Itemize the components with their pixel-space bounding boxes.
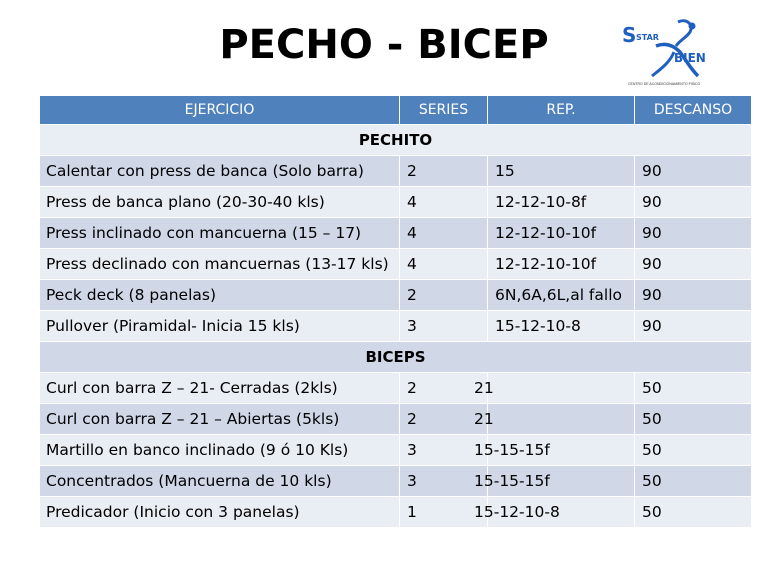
section-row-pechito <box>40 125 752 156</box>
exercise-cell: Calentar con press de banca (Solo barra) <box>40 156 400 187</box>
logo-text-s: S <box>622 23 637 47</box>
exercise-cell: Pullover (Piramidal- Inicia 15 kls) <box>40 311 400 342</box>
exercise-cell: Press inclinado con mancuerna (15 – 17) <box>40 218 400 249</box>
table-row <box>40 156 752 187</box>
exercise-cell: Press declinado con mancuernas (13-17 kls) <box>40 249 400 280</box>
series-cell: 2 <box>400 156 488 187</box>
series-cell: 2 <box>400 280 488 311</box>
exercise-cell: Press de banca plano (20-30-40 kls) <box>40 187 400 218</box>
series-cell: 3 <box>400 435 488 466</box>
logo-figure-icon <box>616 16 718 82</box>
table-row <box>40 404 752 435</box>
reps-cell: 15-12-10-8 <box>488 311 635 342</box>
series-cell: 4 <box>400 187 488 218</box>
page-title: PECHO - BICEP <box>219 22 549 68</box>
header-series: SERIES <box>400 96 488 125</box>
section-row-biceps <box>40 342 752 373</box>
table-row <box>40 218 752 249</box>
table-row <box>40 311 752 342</box>
rest-cell: 90 <box>635 156 752 187</box>
table-row <box>40 280 752 311</box>
rest-cell: 50 <box>635 435 752 466</box>
rest-cell: 90 <box>635 280 752 311</box>
rest-cell: 90 <box>635 311 752 342</box>
reps-cell: 15-15-15f <box>488 435 635 466</box>
table-row <box>40 466 752 497</box>
exercise-cell: Predicador (Inicio con 3 panelas) <box>40 497 400 528</box>
series-cell: 3 <box>400 311 488 342</box>
rest-cell: 50 <box>635 373 752 404</box>
reps-cell: 21 <box>488 373 635 404</box>
reps-cell: 21 <box>488 404 635 435</box>
rest-cell: 90 <box>635 187 752 218</box>
logo-tagline: CENTRO DE ACONDICIONAMIENTO FISICO <box>628 82 701 86</box>
logo-text-star: STAR <box>636 33 659 42</box>
section-title: PECHITO <box>40 125 752 156</box>
series-cell: 4 <box>400 249 488 280</box>
reps-cell: 12-12-10-10f <box>488 249 635 280</box>
reps-cell: 12-12-10-8f <box>488 187 635 218</box>
table-row <box>40 187 752 218</box>
series-cell: 2 <box>400 404 488 435</box>
exercise-cell: Martillo en banco inclinado (9 ó 10 Kls) <box>40 435 400 466</box>
reps-cell: 12-12-10-10f <box>488 218 635 249</box>
header-descanso: DESCANSO <box>635 96 752 125</box>
starbien-logo <box>616 16 718 92</box>
table-row <box>40 373 752 404</box>
exercise-cell: Curl con barra Z – 21 – Abiertas (5kls) <box>40 404 400 435</box>
reps-cell: 15-15-15f <box>488 466 635 497</box>
reps-cell: 15 <box>488 156 635 187</box>
table-row <box>40 497 752 528</box>
series-cell: 3 <box>400 466 488 497</box>
table-header-row <box>40 96 752 125</box>
series-cell: 2 <box>400 373 488 404</box>
table-row <box>40 435 752 466</box>
header-ejercicio: EJERCICIO <box>40 96 400 125</box>
series-cell: 1 <box>400 497 488 528</box>
rest-cell: 50 <box>635 404 752 435</box>
exercise-cell: Concentrados (Mancuerna de 10 kls) <box>40 466 400 497</box>
rest-cell: 90 <box>635 218 752 249</box>
series-cell: 4 <box>400 218 488 249</box>
table-row <box>40 249 752 280</box>
header-rep: REP. <box>488 96 635 125</box>
rest-cell: 90 <box>635 249 752 280</box>
logo-text-bien: BIEN <box>674 51 706 65</box>
rest-cell: 50 <box>635 466 752 497</box>
reps-cell: 15-12-10-8 <box>488 497 635 528</box>
reps-cell: 6N,6A,6L,al fallo <box>488 280 635 311</box>
exercise-cell: Peck deck (8 panelas) <box>40 280 400 311</box>
section-title: BICEPS <box>40 342 752 373</box>
exercise-cell: Curl con barra Z – 21- Cerradas (2kls) <box>40 373 400 404</box>
rest-cell: 50 <box>635 497 752 528</box>
workout-table <box>39 95 752 528</box>
